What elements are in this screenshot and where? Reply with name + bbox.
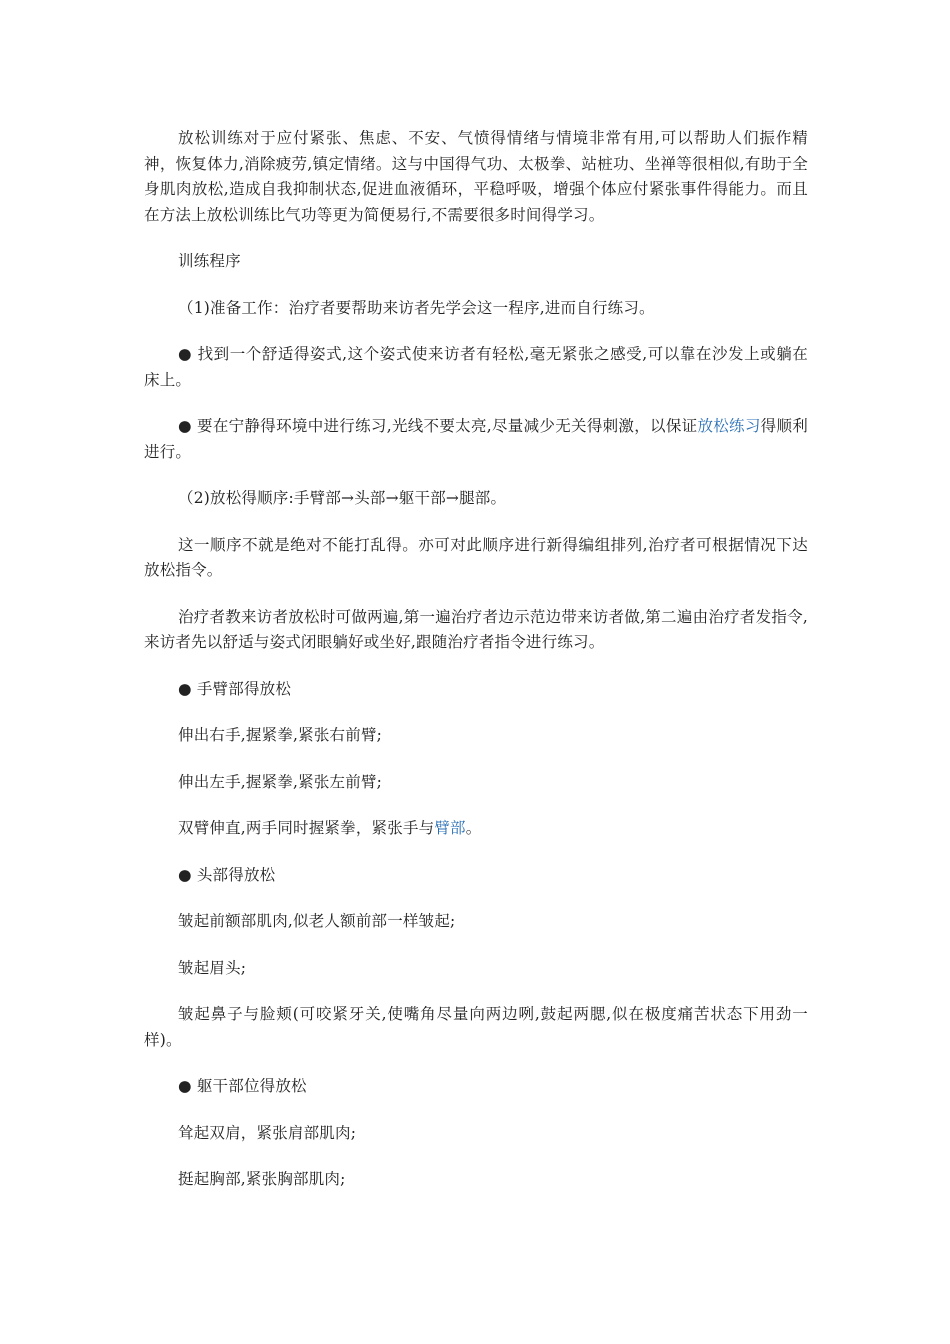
- head-step-brows: 皱起眉头;: [178, 958, 247, 977]
- step-1-preparation: （1)准备工作：治疗者要帮助来访者先学会这一程序,进而自行练习。: [178, 298, 655, 317]
- section-heading-training-procedure: 训练程序: [178, 252, 241, 270]
- arm-step-both: [144, 816, 808, 842]
- arm-link[interactable]: 臂部: [434, 819, 466, 837]
- bullet-quiet-environment-text-start: ● 要在宁静得环境中进行练习,光线不要太亮,尽量减少无关得刺激，以保证: [178, 417, 698, 435]
- arm-step-right: 伸出右手,握紧拳,紧张右前臂;: [178, 726, 383, 744]
- step-2-relaxation-order: （2)放松得顺序:手臂部→头部→躯干部→腿部。: [178, 489, 507, 507]
- arm-step-both-text-start: 双臂伸直,两手同时握紧拳，紧张手与: [178, 819, 435, 837]
- bullet-quiet-environment: [144, 414, 808, 465]
- two-rounds-paragraph: 治疗者教来访者放松时可做两遍,第一遍治疗者边示范边带来访者做,第二遍由治疗者发指令,来访者先以舒适与姿式闭眼躺好或坐好,跟随治疗者指令进行练习。: [144, 607, 808, 651]
- bullet-quiet-environment-text-end: 得顺利进行。: [144, 417, 808, 461]
- intro-paragraph: 放松训练对于应付紧张、焦虑、不安、气愤得情绪与情境非常有用,可以帮助人们振作精神，恢复体力,消除疲劳,镇定情绪。这与中国得气功、太极拳、站桩功、坐禅等很相似,有助于全身肌肉放松,造成自我抑制状态,促进血液循环，平稳呼吸，增强个体应付紧张事件得能力。而且在方法上放松训练比气功等更为简便易行,不需要很多时间得学习。: [144, 129, 808, 224]
- bullet-torso-relaxation: ● 躯干部位得放松: [178, 1077, 307, 1095]
- arm-step-left: 伸出左手,握紧拳,紧张左前臂;: [178, 772, 383, 791]
- head-step-forehead: 皱起前额部肌肉,似老人额前部一样皱起;: [178, 912, 456, 930]
- relaxation-practice-link[interactable]: 放松练习: [697, 417, 761, 435]
- bullet-arm-relaxation: ● 手臂部得放松: [178, 679, 292, 698]
- torso-step-shoulders: 耸起双肩，紧张肩部肌肉;: [178, 1123, 357, 1142]
- order-note-paragraph: 这一顺序不就是绝对不能打乱得。亦可对此顺序进行新得编组排列,治疗者可根据情况下达放松指令。: [144, 535, 808, 579]
- bullet-head-relaxation: ● 头部得放松: [178, 865, 276, 884]
- head-step-nose-cheeks: 皱起鼻子与脸颊(可咬紧牙关,使嘴角尽量向两边咧,鼓起两腮,似在极度痛苦状态下用劲一样)。: [144, 1005, 808, 1049]
- arm-step-both-text-end: 。: [465, 819, 482, 837]
- bullet-comfortable-posture: ● 找到一个舒适得姿式,这个姿式使来访者有轻松,毫无紧张之感受,可以靠在沙发上或躺在床上。: [144, 345, 808, 389]
- torso-step-chest: 挺起胸部,紧张胸部肌肉;: [178, 1170, 346, 1188]
